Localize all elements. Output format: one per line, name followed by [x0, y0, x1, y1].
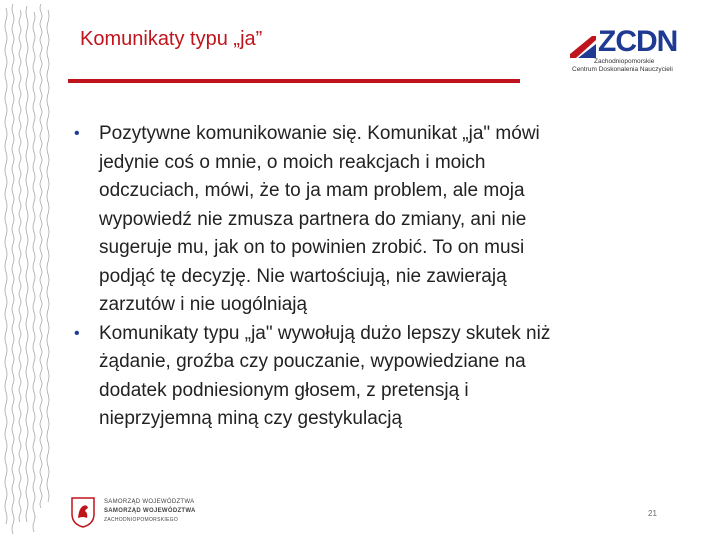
handwriting-decoration [0, 0, 54, 540]
logo-subtitle-line2: Centrum Doskonalenia Nauczycieli [572, 66, 673, 73]
bullet-list [74, 120, 674, 434]
zcdn-logo [570, 26, 686, 76]
zcdn-logo-icon [570, 32, 596, 58]
bullet-line: Komunikaty typu „ja" wywołują dużo lepszy skutek niż [99, 322, 551, 344]
logo-subtitle-line1: Zachodniopomorskie [594, 58, 655, 65]
bullet-line: podjąć tę decyzję. Nie wartościują, nie zawierają [99, 265, 507, 287]
bullet-line: sugeruje mu, jak on to powinien zrobić. To on musi [99, 237, 525, 258]
bullet-line: żądanie, groźba czy pouczanie, wypowiedziane na [99, 351, 526, 372]
footer-line3: ZACHODNIOPOMORSKIEGO [104, 517, 179, 523]
bullet-line: dodatek podniesionym głosem, z pretensją i [99, 379, 469, 401]
bullet-line: odczuciach, mówi, że to ja mam problem, ale moja [99, 180, 525, 201]
slide-title: Komunikaty typu „ja” [80, 28, 263, 50]
bullet-dot-icon: • [74, 125, 80, 142]
bullet-line: wypowiedź nie zmusza partnera do zmiany, ani nie [99, 208, 527, 230]
footer-line1: SAMORZĄD WOJEWÓDZTWA [104, 499, 195, 505]
bullet-line: nieprzyjemną miną czy gestykulacją [99, 408, 403, 429]
bullet-line: zarzutów i nie uogólniają [99, 294, 308, 315]
logo-name: ZCDN [598, 25, 678, 58]
bullet-line: Pozytywne komunikowanie się. Komunikat „ja" mówi [99, 123, 540, 144]
bullet-item [74, 320, 674, 434]
bullet-dot-icon: • [74, 324, 80, 342]
title-underline [68, 79, 520, 83]
griffin-crest-icon [70, 496, 96, 528]
bullet-item [74, 120, 674, 320]
bullet-line: jedynie coś o mnie, o moich reakcjach i moich [99, 151, 486, 173]
footer-logo [70, 496, 200, 530]
footer-line2: SAMORZĄD WOJEWÓDZTWA [104, 508, 196, 514]
page-number: 21 [648, 509, 657, 518]
